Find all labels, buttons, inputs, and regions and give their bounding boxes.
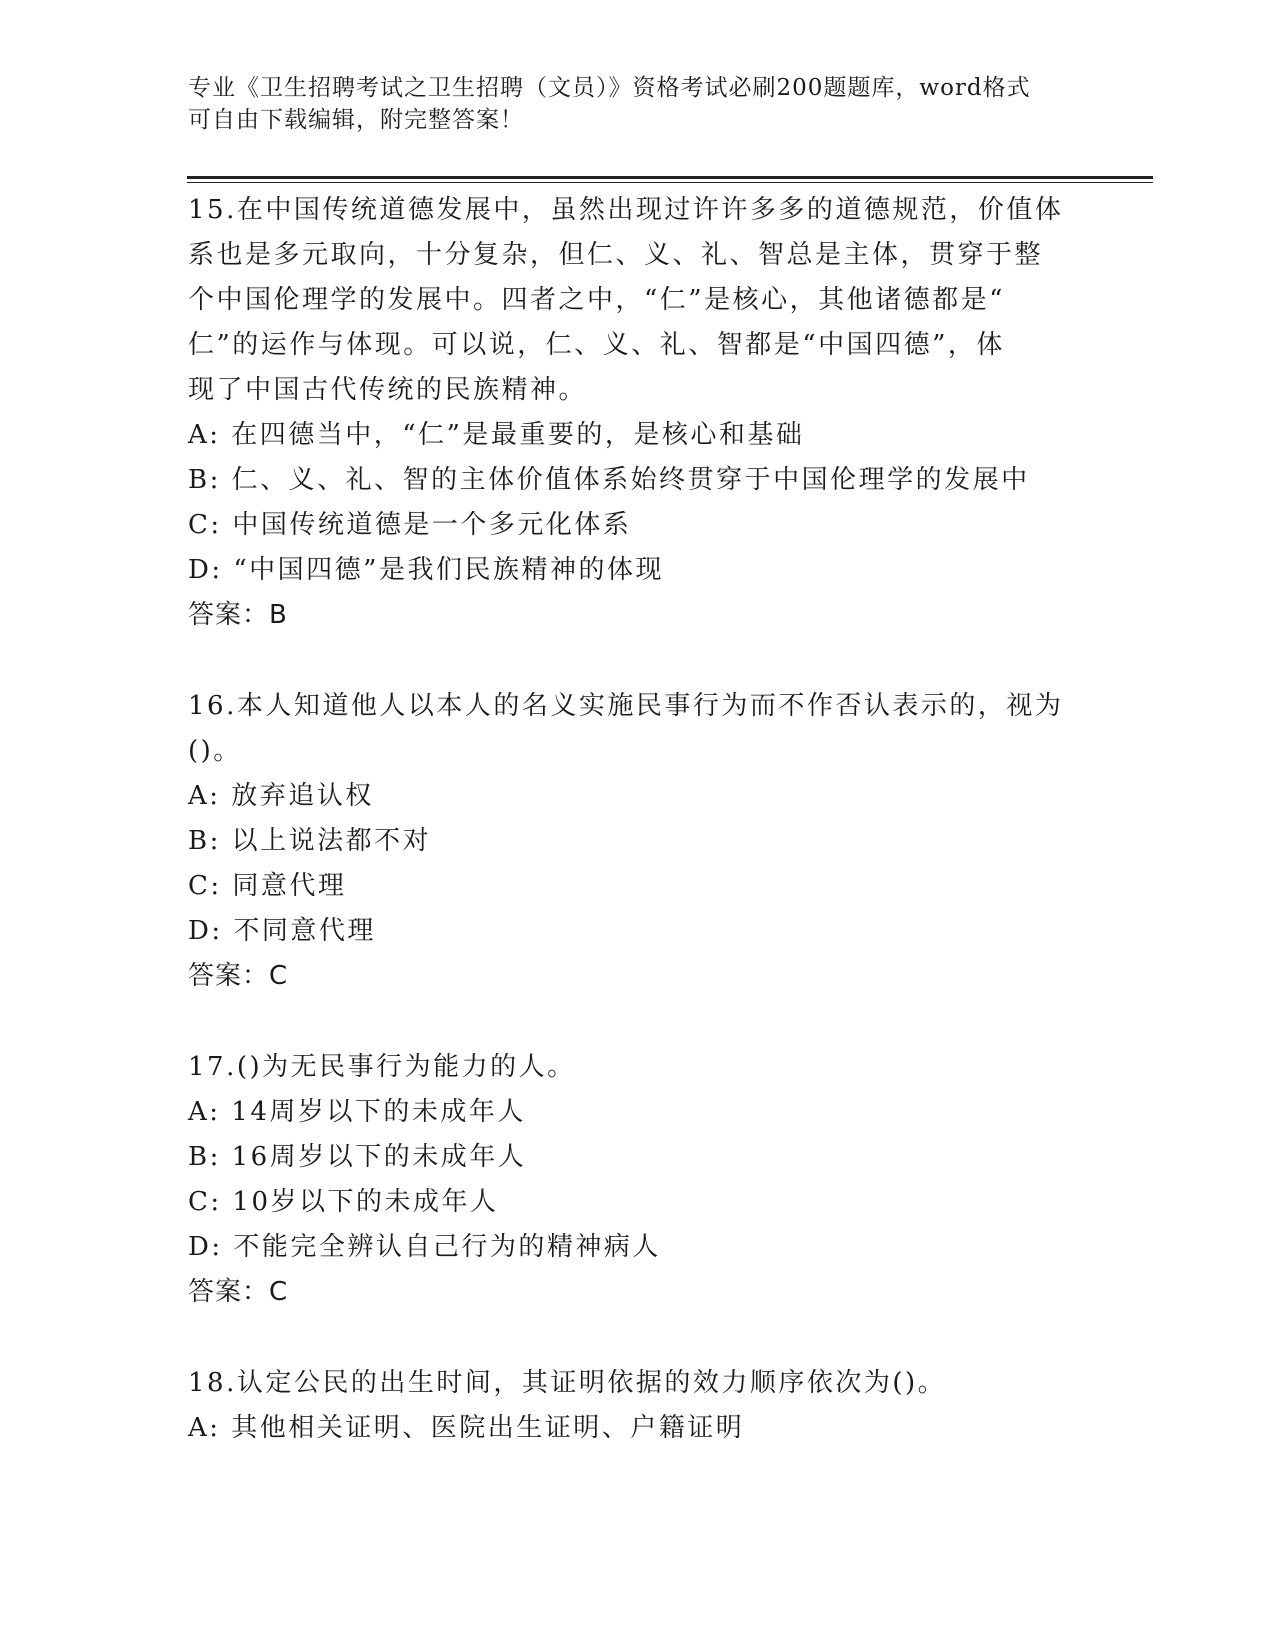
header-divider-thick: [187, 176, 1153, 179]
question-stem-line: 18.认定公民的出生时间，其证明依据的效力顺序依次为()。: [188, 1368, 947, 1398]
header-divider-thin: [187, 182, 1153, 183]
answer-option: C: 中国传统道德是一个多元化体系: [188, 510, 632, 540]
answer-option: A: 放弃追认权: [188, 781, 374, 811]
question-stem-line: 系也是多元取向，十分复杂，但仁、义、礼、智总是主体，贯穿于整: [188, 240, 1044, 270]
question-stem-line: 个中国伦理学的发展中。四者之中，“仁”是核心，其他诸德都是“: [188, 285, 1005, 315]
answer-option: C: 10岁以下的未成年人: [188, 1187, 499, 1217]
header-title-line-1: 专业《卫生招聘考试之卫生招聘（文员）》资格考试必刷200题题库，word格式: [188, 75, 1031, 101]
question-stem-line: 16.本人知道他人以本人的名义实施民事行为而不作否认表示的，视为: [188, 691, 1064, 721]
answer-option: B: 仁、义、礼、智的主体价值体系始终贯穿于中国伦理学的发展中: [188, 465, 1030, 495]
answer-option: B: 以上说法都不对: [188, 826, 432, 856]
question-stem-line: 现了中国古代传统的民族精神。: [188, 375, 588, 405]
answer-key: 答案：C: [188, 961, 289, 991]
answer-key: 答案：B: [188, 600, 288, 630]
answer-key: 答案：C: [188, 1277, 289, 1307]
answer-option: D: “中国四德”是我们民族精神的体现: [188, 555, 664, 585]
question-block: [188, 188, 1088, 638]
question-stem-line: 仁”的运作与体现。可以说，仁、义、礼、智都是“中国四德”，体: [188, 330, 1005, 360]
answer-option: A: 其他相关证明、医院出生证明、户籍证明: [188, 1413, 745, 1443]
answer-option: A: 14周岁以下的未成年人: [188, 1097, 526, 1127]
question-block: [188, 1045, 1088, 1315]
question-block: [188, 684, 1088, 999]
answer-option: D: 不同意代理: [188, 916, 376, 946]
document-header: [188, 72, 1088, 136]
answer-option: A: 在四德当中，“仁”是最重要的，是核心和基础: [188, 420, 805, 450]
question-stem-line: 15.在中国传统道德发展中，虽然出现过许许多多的道德规范，价值体: [188, 195, 1064, 225]
header-title-line-2: 可自由下载编辑，附完整答案！: [188, 107, 524, 133]
question-block: [188, 1361, 1088, 1451]
question-stem-line: ()。: [188, 736, 242, 766]
question-stem-line: 17.()为无民事行为能力的人。: [188, 1052, 576, 1082]
answer-option: D: 不能完全辨认自己行为的精神病人: [188, 1232, 661, 1262]
answer-option: C: 同意代理: [188, 871, 347, 901]
answer-option: B: 16周岁以下的未成年人: [188, 1142, 527, 1172]
question-list: [188, 188, 1088, 1497]
